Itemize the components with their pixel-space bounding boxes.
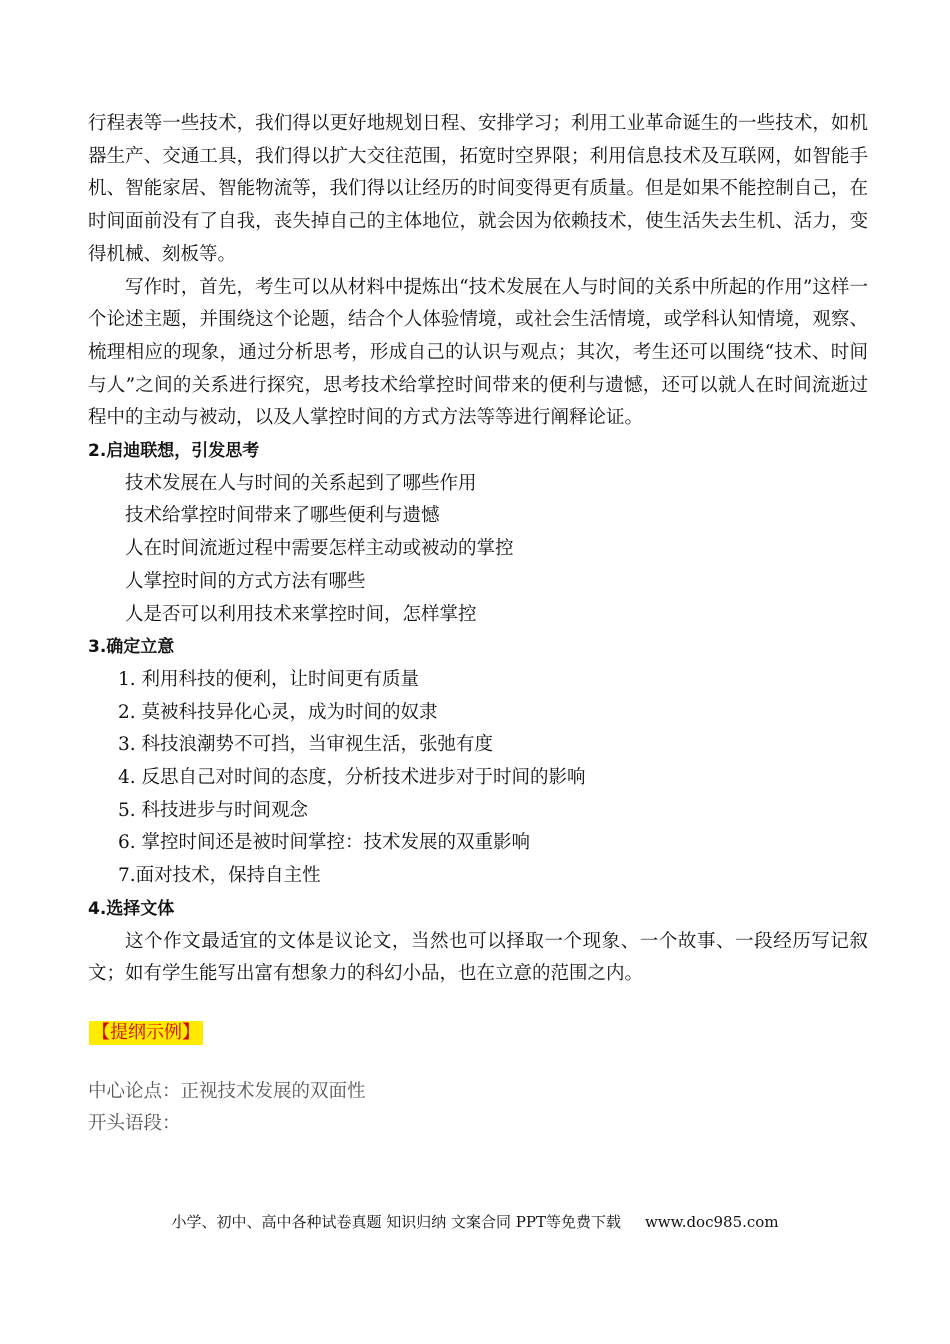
footer-site: www.doc985.com [644,1213,779,1231]
section-4-text: 这个作文最适宜的文体是议论文，当然也可以择取一个现象、一个故事、一段经历写记叙文；如有学生能写出富有想象力的科幻小品，也在立意的范围之内。 [88,930,868,985]
list-item: 4. 反思自己对时间的态度，分析技术进步对于时间的影响 [118,767,586,789]
list-item: 1. 利用科技的便利，让时间更有质量 [118,668,420,690]
list-item: 6. 掌控时间还是被时间掌控：技术发展的双重影响 [118,832,531,854]
section-4-heading: 4.选择文体 [88,898,175,919]
list-item: 人掌控时间的方式方法有哪些 [125,570,366,592]
list-item: 2. 莫被科技异化心灵，成为时间的奴隶 [118,701,438,723]
section-2-list [88,468,868,632]
document-body [88,108,868,1140]
page-footer [0,1212,950,1232]
list-item: 技术发展在人与时间的关系起到了哪些作用 [125,472,477,494]
list-item: 3. 科技浪潮势不可挡，当审视生活，张弛有度 [118,734,494,756]
list-item: 技术给掌控时间带来了哪些便利与遗憾 [125,505,440,527]
outline-tag-row [88,1017,868,1050]
list-item: 7.面对技术，保持自主性 [118,865,321,887]
footer-text: 小学、初中、高中各种试卷真题 知识归纳 文案合同 PPT等免费下载 [171,1213,621,1231]
section-2-heading: 2.启迪联想，引发思考 [88,441,260,462]
list-item: 人在时间流逝过程中需要怎样主动或被动的掌控 [125,538,514,560]
thesis-line: 中心论点：正视技术发展的双面性 [88,1080,366,1102]
opening-line: 开头语段： [88,1112,181,1134]
writing-guidance-paragraph: 写作时，首先，考生可以从材料中提炼出“技术发展在人与时间的关系中所起的作用”这样一个论述主题，并围绕这个论题，结合个人体验情境，或社会生活情境，或学科认知情境，观察、梳理相应的现象，通过分析思考，形成自己的认识与观点；其次，考生还可以围绕“技术、时间与人”之间的关系进行探究，思考技术给掌控时间带来的便利与遗憾，还可以就人在时间流逝过程中的主动与被动，以及人掌控时间的方式方法等等进行阐释论证。 [88,276,868,429]
section-3-list [88,664,868,893]
outline-tag: 【提纲示例】 [89,1021,203,1045]
section-3-heading: 3.确定立意 [88,637,175,658]
list-item: 人是否可以利用技术来掌控时间，怎样掌控 [125,603,477,625]
list-item: 5. 科技进步与时间观念 [118,799,309,821]
intro-paragraph: 行程表等一些技术，我们得以更好地规划日程、安排学习；利用工业革命诞生的一些技术，如机器生产、交通工具，我们得以扩大交往范围，拓宽时空界限；利用信息技术及互联网，如智能手机、智能家居、智能物流等，我们得以让经历的时间变得更有质量。但是如果不能控制自己，在时间面前没有了自我，丧失掉自己的主体地位，就会因为依赖技术，使生活失去生机、活力，变得机械、刻板等。 [88,113,868,265]
